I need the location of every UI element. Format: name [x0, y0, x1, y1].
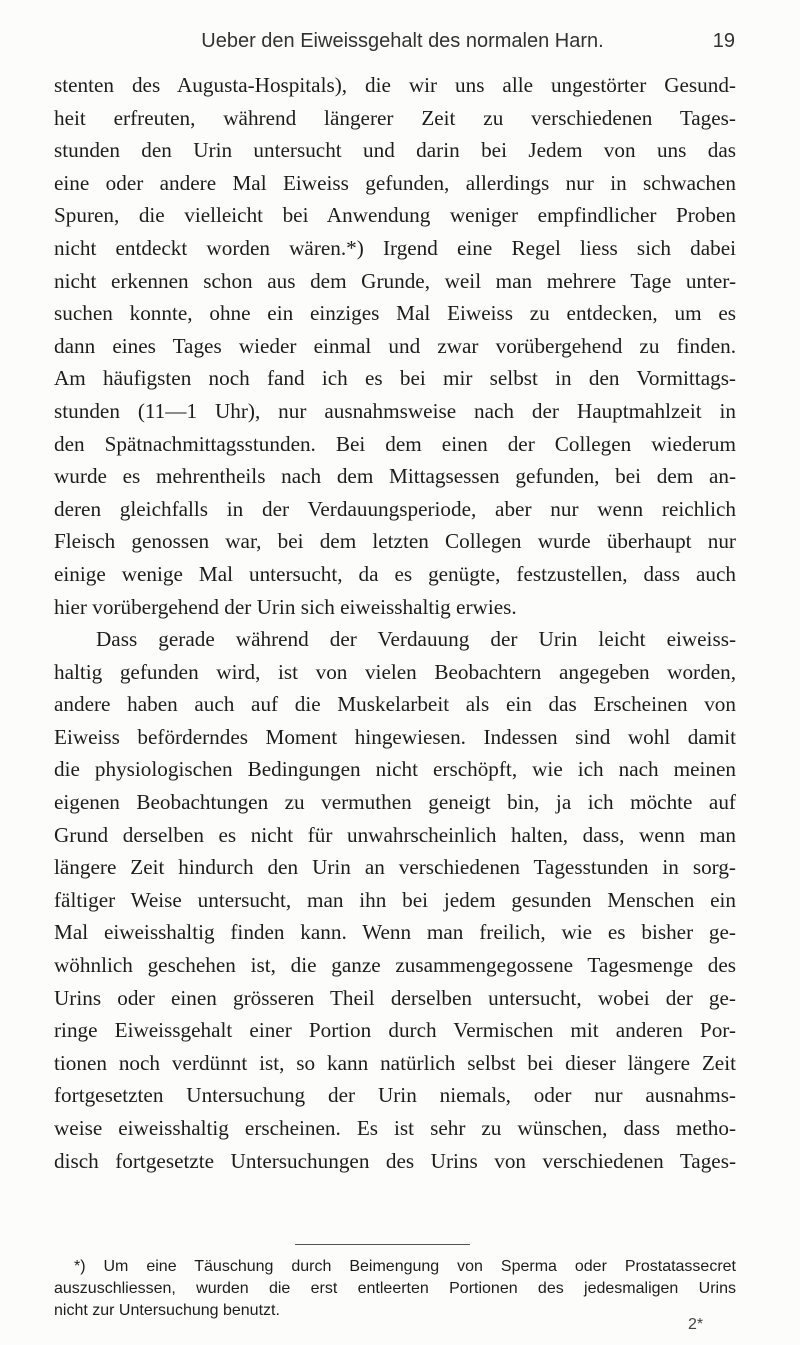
text-line: Am häufigsten noch fand ich es bei mir selbst in den Vormittags-: [54, 366, 736, 391]
text-line: andere haben auch auf die Muskelarbeit als ein das Erscheinen von: [54, 692, 736, 717]
footnote-line: *) Um eine Täuschung durch Beimengung von Sperma oder Prostatassecret: [74, 1258, 736, 1275]
text-line: heit erfreuten, während längerer Zeit zu verschiedenen Tages-: [54, 105, 736, 130]
footnote-line: nicht zur Untersuchung benutzt.: [54, 1302, 280, 1319]
text-line: Eiweiss beförderndes Moment hingewiesen. Indessen sind wohl damit: [54, 724, 736, 749]
text-line: fältiger Weise untersucht, man ihn bei jedem gesunden Menschen ein: [54, 887, 736, 912]
text-line: fortgesetzten Untersuchung der Urin niemals, oder nur ausnahms-: [54, 1083, 736, 1108]
body-text: [54, 69, 736, 1177]
text-line: stunden den Urin untersucht und darin bei Jedem von uns das: [54, 138, 736, 163]
text-line: den Spätnachmittagsstunden. Bei dem einen der Collegen wiederum: [54, 431, 736, 456]
running-title: Ueber den Eiweissgehalt des normalen Harn.: [201, 30, 604, 52]
text-line: wurde es mehrentheils nach dem Mittagsessen gefunden, bei dem an-: [54, 464, 736, 489]
text-line: Dass gerade während der Verdauung der Urin leicht eiweiss-: [96, 627, 736, 652]
footnote-divider: [295, 1244, 470, 1245]
text-line: eigenen Beobachtungen zu vermuthen geneigt bin, ja ich möchte auf: [54, 790, 736, 815]
text-line: ringe Eiweissgehalt einer Portion durch Vermischen mit anderen Por-: [54, 1018, 736, 1043]
text-line: nicht erkennen schon aus dem Grunde, weil man mehrere Tage unter-: [54, 268, 736, 293]
text-line: die physiologischen Bedingungen nicht erschöpft, wie ich nach meinen: [54, 757, 736, 782]
text-line: einige wenige Mal untersucht, da es genügte, festzustellen, dass auch: [54, 561, 736, 586]
signature-mark: 2*: [688, 1316, 704, 1333]
text-line: Spuren, die vielleicht bei Anwendung weniger empfindlicher Proben: [54, 203, 736, 228]
text-line: Grund derselben es nicht für unwahrscheinlich halten, dass, wenn man: [54, 822, 736, 847]
page-number: 19: [712, 30, 735, 52]
text-line: eine oder andere Mal Eiweiss gefunden, allerdings nur in schwachen: [54, 170, 736, 195]
footnote: [54, 1256, 736, 1322]
text-line: wöhnlich geschehen ist, die ganze zusammengegossene Tagesmenge des: [54, 953, 736, 978]
paragraph: [54, 69, 736, 623]
text-line: disch fortgesetzte Untersuchungen des Urins von verschiedenen Tages-: [54, 1148, 736, 1173]
text-line: hier vorübergehend der Urin sich eiweisshaltig erwies.: [54, 594, 517, 619]
text-line: stenten des Augusta-Hospitals), die wir uns alle ungestörter Gesund-: [54, 73, 736, 97]
text-line: nicht entdeckt worden wären.*) Irgend eine Regel liess sich dabei: [54, 235, 736, 260]
text-line: stunden (11—1 Uhr), nur ausnahmsweise nach der Hauptmahlzeit in: [54, 398, 736, 423]
text-line: Fleisch genossen war, bei dem letzten Collegen wurde überhaupt nur: [54, 529, 736, 554]
text-line: Urins oder einen grösseren Theil derselben untersucht, wobei der ge-: [54, 985, 736, 1010]
page-header: [70, 22, 735, 62]
text-line: längere Zeit hindurch den Urin an verschiedenen Tagesstunden in sorg-: [54, 855, 736, 880]
text-line: tionen noch verdünnt ist, so kann natürlich selbst bei dieser längere Zeit: [54, 1050, 736, 1075]
footnote-line: auszuschliessen, wurden die erst entleerten Portionen des jedesmaligen Urins: [54, 1280, 736, 1297]
text-line: deren gleichfalls in der Verdauungsperiode, aber nur wenn reichlich: [54, 496, 736, 521]
text-line: suchen konnte, ohne ein einziges Mal Eiweiss zu entdecken, um es: [54, 301, 736, 326]
text-line: Mal eiweisshaltig finden kann. Wenn man freilich, wie es bisher ge-: [54, 920, 736, 945]
text-line: haltig gefunden wird, ist von vielen Beobachtern angegeben worden,: [54, 659, 736, 684]
paragraph: [54, 623, 736, 1177]
text-line: dann eines Tages wieder einmal und zwar vorübergehend zu finden.: [54, 333, 736, 358]
text-line: weise eiweisshaltig erscheinen. Es ist sehr zu wünschen, dass metho-: [54, 1116, 736, 1140]
